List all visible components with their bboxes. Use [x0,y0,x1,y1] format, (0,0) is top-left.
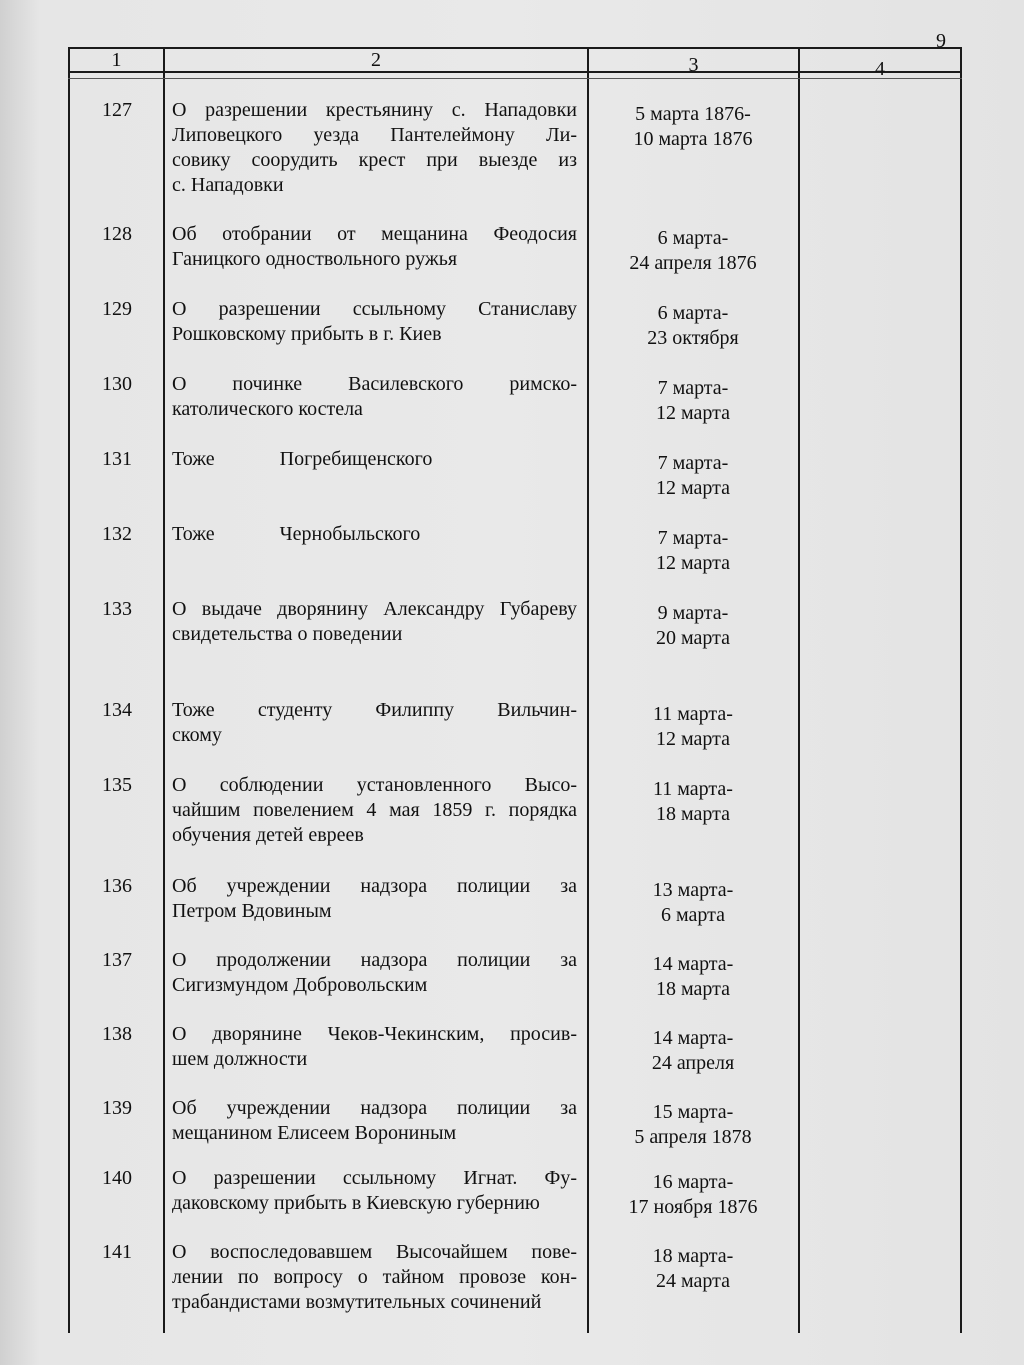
row-description [172,773,577,848]
description-line: трабандистами возмутительных сочинений [172,1291,542,1313]
row-description [172,948,577,998]
header-col-2: 2 [371,49,381,71]
description-line: О разрешении ссыльному Игнат. Фу- [172,1167,577,1189]
description-line: О воспоследовавшем Высочайшем пове- [172,1241,577,1263]
description-line: Рошковскому прибыть в г. Киев [172,323,442,345]
date-line: 12 марта [656,728,730,750]
description-line: с. Нападовки [172,174,284,196]
row-number: 131 [102,448,132,470]
row-date-range [592,301,794,351]
date-line: 12 марта [656,402,730,424]
page-number: 9 [936,30,946,52]
row-description [172,698,577,748]
date-line: 24 апреля [651,1052,735,1074]
row-number: 137 [102,949,132,971]
row-date-range [592,376,794,426]
date-line: 7 марта- [657,377,729,399]
date-line: 7 марта- [657,452,729,474]
column-divider-3 [798,47,800,1333]
date-line: 12 марта [656,552,730,574]
header-col-4: 4 [875,58,885,80]
row-date-range [592,601,794,651]
date-line: 7 марта- [657,527,729,549]
date-line: 18 марта [656,978,730,1000]
row-description [172,1096,577,1146]
row-number: 132 [102,523,132,545]
description-line: Тоже Погребищенского [172,448,433,470]
description-line: Об учреждении надзора полиции за [172,1097,577,1119]
row-date-range [592,952,794,1002]
row-date-range [592,1170,794,1220]
row-date-range [592,1100,794,1150]
date-line: 23 октября [647,327,739,349]
date-line: 16 марта- [652,1171,734,1193]
row-number: 134 [102,699,132,721]
row-number: 127 [102,99,132,121]
date-line: 5 марта 1876- [635,103,751,125]
row-date-range [592,226,794,276]
row-description [172,222,577,272]
description-line: Сигизмундом Добровольским [172,974,428,996]
date-line: 12 марта [656,477,730,499]
date-line: 18 марта- [652,1245,734,1267]
description-line: О продолжении надзора полиции за [172,949,577,971]
date-line: 13 марта- [652,879,734,901]
date-line: 11 марта- [653,703,733,725]
date-line: 6 марта [661,904,725,926]
row-description [172,372,577,422]
row-number: 141 [102,1241,132,1263]
row-date-range [592,451,794,501]
row-date-range [592,702,794,752]
row-number: 140 [102,1167,132,1189]
row-number: 135 [102,774,132,796]
description-line: Об учреждении надзора полиции за [172,875,577,897]
description-line: даковскому прибыть в Киевскую губернию [172,1192,540,1214]
row-number: 138 [102,1023,132,1045]
row-description [172,1022,577,1072]
row-description [172,1240,577,1315]
description-line: Ганицкого одноствольного ружья [172,248,458,270]
description-line: чайшим повелением 4 мая 1859 г. порядка [172,799,577,821]
description-line: Тоже Чернобыльского [172,523,421,545]
description-line: обучения детей евреев [172,824,364,846]
header-col-3: 3 [688,54,699,76]
description-line: О выдаче дворянину Александру Губареву [172,598,577,620]
row-date-range [592,1244,794,1294]
date-line: 24 апреля 1876 [629,252,757,274]
row-number: 133 [102,598,132,620]
date-line: 14 марта- [652,1027,734,1049]
description-line: шем должности [172,1048,308,1070]
row-description [172,447,577,472]
description-line: свидетельства о поведении [172,623,403,645]
description-line: О починке Василевского римско- [172,373,577,395]
row-description [172,1166,577,1216]
description-line: Тоже студенту Филиппу Вильчин- [172,699,577,721]
date-line: 11 марта- [653,778,733,800]
column-divider-2 [587,47,589,1333]
row-description [172,98,577,198]
row-date-range [592,102,794,152]
description-line: О соблюдении установленного Высо- [172,774,577,796]
date-line: 20 марта [656,627,730,649]
description-line: лении по вопросу о тайном провозе кон- [172,1266,577,1288]
description-line: скому [172,724,222,746]
row-date-range [592,1026,794,1076]
description-line: Об отобрании от мещанина Феодосия [172,223,577,245]
description-line: Липовецкого уезда Пантелеймону Ли- [172,124,577,146]
row-description [172,597,577,647]
description-line: католического костела [172,398,363,420]
date-line: 6 марта- [657,227,729,249]
date-line: 17 ноября 1876 [628,1196,758,1218]
date-line: 5 апреля 1878 [634,1126,752,1148]
row-number: 136 [102,875,132,897]
row-description [172,522,577,547]
row-description [172,297,577,347]
description-line: О разрешении ссыльному Станиславу [172,298,577,320]
row-number: 128 [102,223,132,245]
date-line: 15 марта- [652,1101,734,1123]
description-line: совику соорудить крест при выезде из [172,149,577,171]
description-line: О дворянине Чеков-Чекинским, просив- [172,1023,577,1045]
date-line: 6 марта- [657,302,729,324]
header-col-1: 1 [111,49,122,71]
date-line: 18 марта [656,803,730,825]
row-number: 130 [102,373,132,395]
row-description [172,874,577,924]
date-line: 10 марта 1876 [633,128,753,150]
date-line: 14 марта- [652,953,734,975]
description-line: О разрешении крестьянину с. Нападовки [172,99,577,121]
description-line: мещанином Елисеем Ворониным [172,1122,457,1144]
row-date-range [592,777,794,827]
row-number: 129 [102,298,132,320]
row-number: 139 [102,1097,132,1119]
date-line: 24 марта [656,1270,730,1292]
row-date-range [592,878,794,928]
date-line: 9 марта- [657,602,729,624]
description-line: Петром Вдовиным [172,900,332,922]
row-date-range [592,526,794,576]
